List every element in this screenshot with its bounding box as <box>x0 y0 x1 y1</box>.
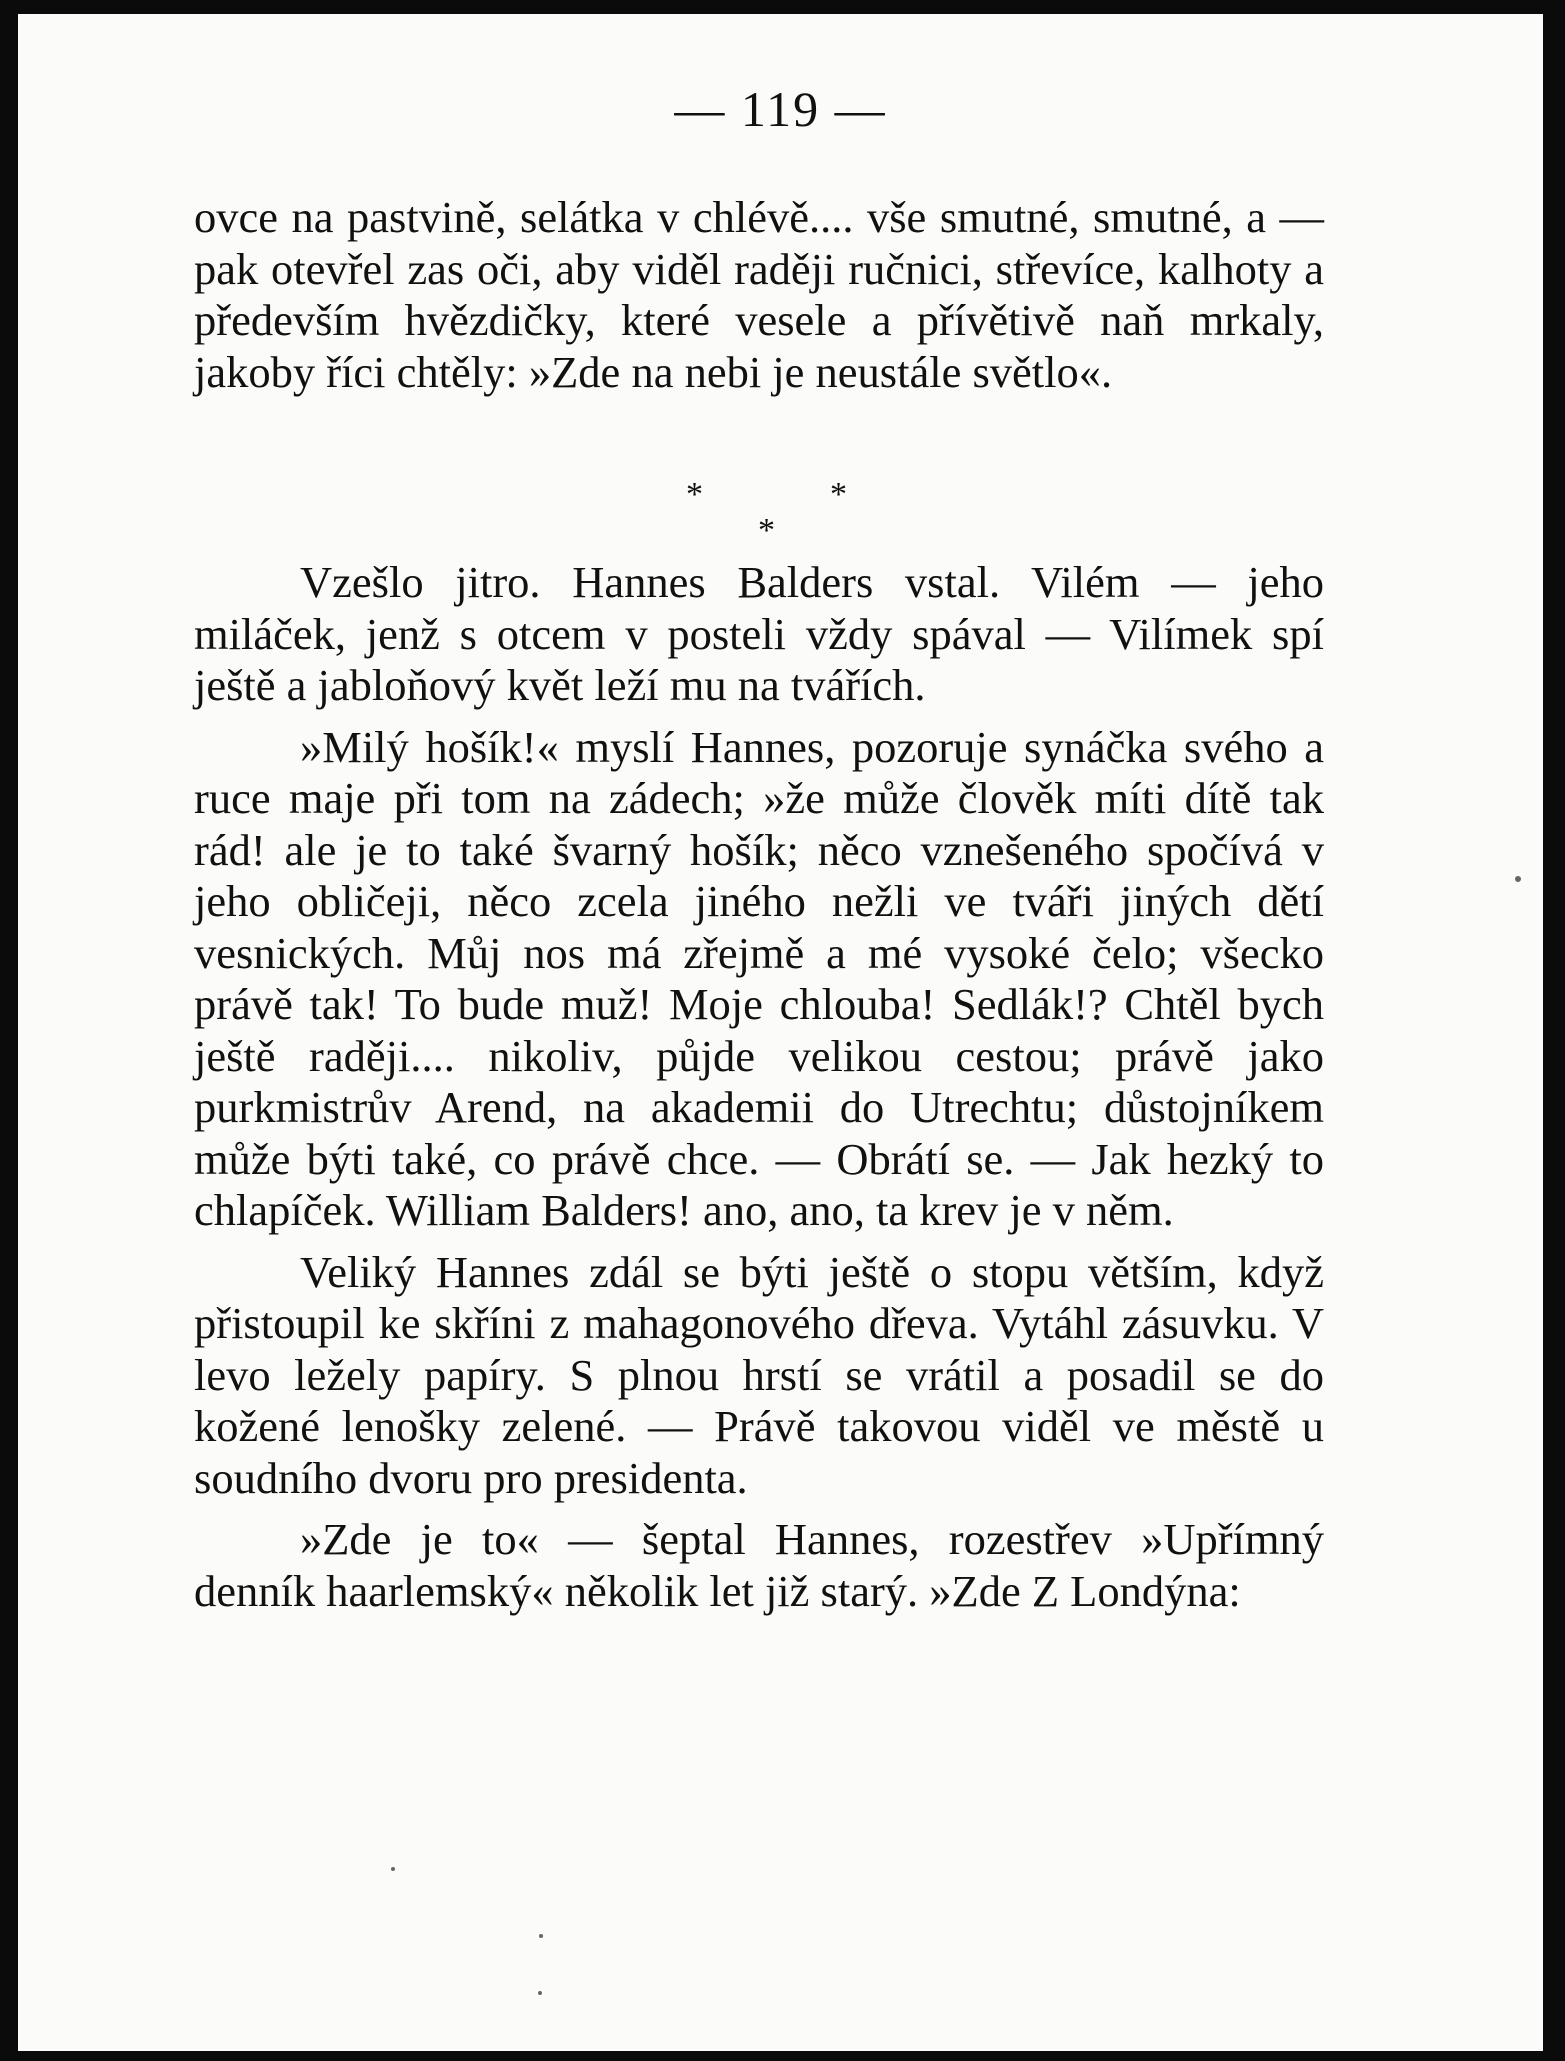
separator-star: * <box>686 476 703 513</box>
section-separator <box>18 476 1565 549</box>
paragraph-5: »Zde je to« — šeptal Hannes, rozestřev »Upřímný denník haarlemský« několik let již starý. »Zde Z Londýna: <box>194 1514 1324 1616</box>
scan-speck <box>391 1867 395 1871</box>
paragraph-1: ovce na pastvině, selátka v chlévě.... vše smutné, smutné, a — pak otevřel zas oči, aby viděl raději ručnici, střevíce, kalhoty a především hvězdičky, které vesele a přívětivě naň mrkaly, jakoby říci chtěly: »Zde na nebi je neustále světlo«. <box>194 192 1324 397</box>
scan-speck <box>538 1991 542 1995</box>
paragraph-2: Vzešlo jitro. Hannes Balders vstal. Vilém — jeho miláček, jenž s otcem v posteli vždy spával — Vilímek spí ještě a jabloňový květ leží mu na tvářích. <box>194 557 1324 710</box>
separator-star: * <box>758 512 775 549</box>
paragraph-3: »Milý hošík!« myslí Hannes, pozoruje synáčka svého a ruce maje při tom na zádech; »že může člověk míti dítě tak rád! ale je to také švarný hošík; něco vznešeného spočívá v jeho obličeji, něco zcela jiného nežli ve tváři jiných dětí vesnických. Můj nos má zřejmě a mé vysoké čelo; všecko právě tak! To bude muž! Moje chlouba! Sedlák!? Chtěl bych ještě raději.... nikoliv, půjde velikou cestou; právě jako purkmistrův Arend, na akademii do Utrechtu; důstojníkem může býti také, co právě chce. — Obrátí se. — Jak hezký to chlapíček. William Balders! ano, ano, ta krev je v něm. <box>194 721 1324 1235</box>
text-block-top <box>194 192 1324 408</box>
separator-star: * <box>830 476 847 513</box>
paragraph-4: Veliký Hannes zdál se býti ještě o stopu větším, když přistoupil ke skříni z mahagonového dřeva. Vytáhl zásuvku. V levo ležely papíry. S plnou hrstí se vrátil a posadil se do kožené lenošky zelené. — Právě takovou viděl ve městě u soudního dvoru pro presidenta. <box>194 1246 1324 1503</box>
scan-speck <box>1515 876 1521 882</box>
text-block-main <box>194 557 1324 1627</box>
page-number: — 119 — <box>674 81 887 137</box>
scan-speck <box>539 1934 543 1938</box>
